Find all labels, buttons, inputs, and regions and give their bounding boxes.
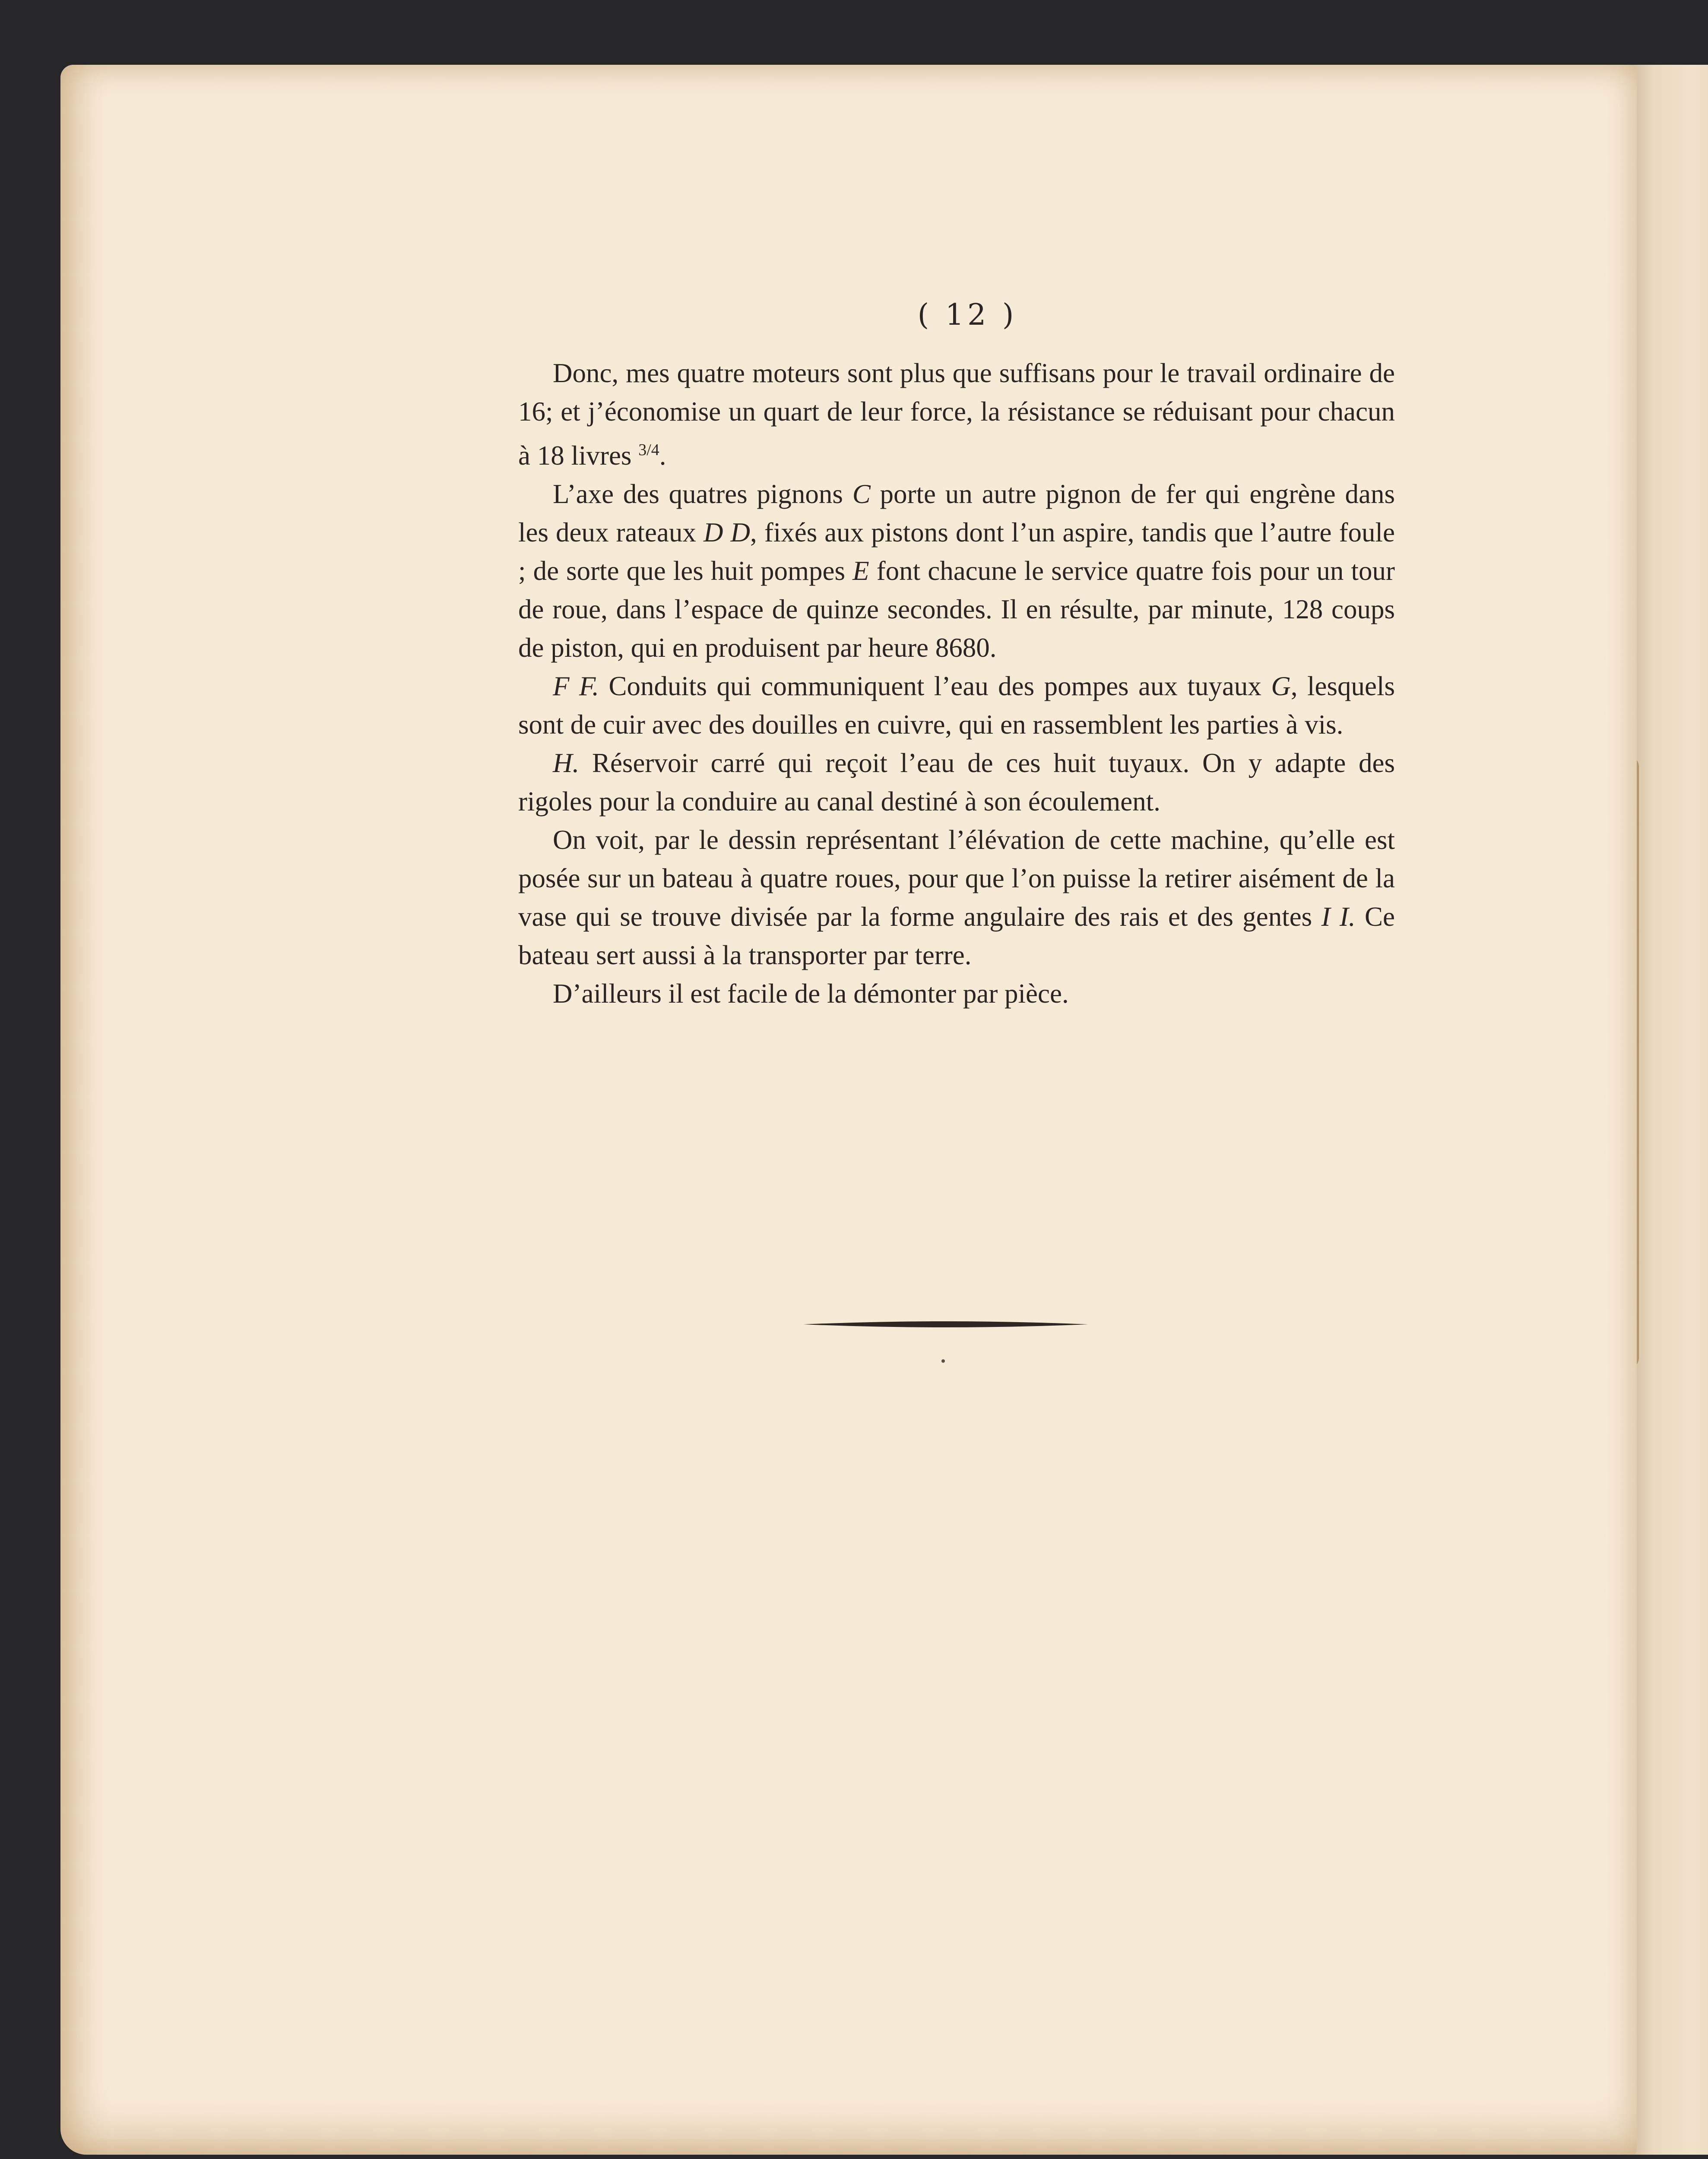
paragraph [518,475,1395,667]
body-text [518,354,1395,1013]
italic-letter-reference: F F. [553,671,599,701]
text-run: Réservoir carré qui reçoit l’eau de ces huit tuyaux. On y adapte des rigoles pour la conduire au canal destiné à son écoulement. [518,748,1395,817]
text-run: D’ailleurs il est facile de la démonter par pièce. [553,978,1069,1009]
text-run: porte un autre pignon de fer qui engrène dans les deux rateaux [518,479,1395,548]
paragraph [518,744,1395,821]
text-run: Ce bateau sert aussi à la transporter par terre. [518,902,1395,970]
text-run: . [659,440,666,471]
text-run: font chacune le service quatre fois pour un tour de roue, dans l’espace de quinze secondes. Il en résulte, par minute, 128 coups de piston, qui en produisent par heure 8680. [518,556,1395,663]
italic-letter-reference: C [852,479,871,509]
text-run: Donc, mes quatre moteurs sont plus que suffisans pour le travail ordinaire de 16; et j’économise un quart de leur force, la résistance se réduisant pour chacun à 18 livres [518,358,1395,471]
italic-letter-reference: D D [703,517,750,548]
paragraph [518,975,1395,1013]
fraction: 3/4 [638,441,659,459]
paragraph [518,354,1395,475]
italic-letter-reference: I I. [1321,902,1356,932]
italic-letter-reference: E [852,556,869,586]
italic-letter-reference: G [1271,671,1291,701]
text-run: , fixés aux pistons dont l’un aspire, tandis que l’autre foule ; de sorte que les huit pompes [518,517,1395,586]
text-run: On voit, par le dessin représentant l’élévation de cette machine, qu’elle est posée sur un bateau à quatre roues, pour que l’on puisse la retirer aisément de la vase qui se trouve divisée par la forme angulaire des rais et des gentes [518,825,1395,932]
text-run: L’axe des quatres pignons [553,479,852,509]
italic-letter-reference: H. [553,748,580,778]
text-run: , lesquels sont de cuir avec des douilles en cuivre, qui en rassemblent les parties à vis. [518,671,1395,740]
ornament-dot [941,1359,945,1363]
end-ornament-rule [803,1319,1088,1330]
paragraph [518,821,1395,975]
page-number: ( 12 ) [917,298,1017,332]
paragraph [518,667,1395,744]
text-run: Conduits qui communiquent l’eau des pompes aux tuyaux [599,671,1271,701]
